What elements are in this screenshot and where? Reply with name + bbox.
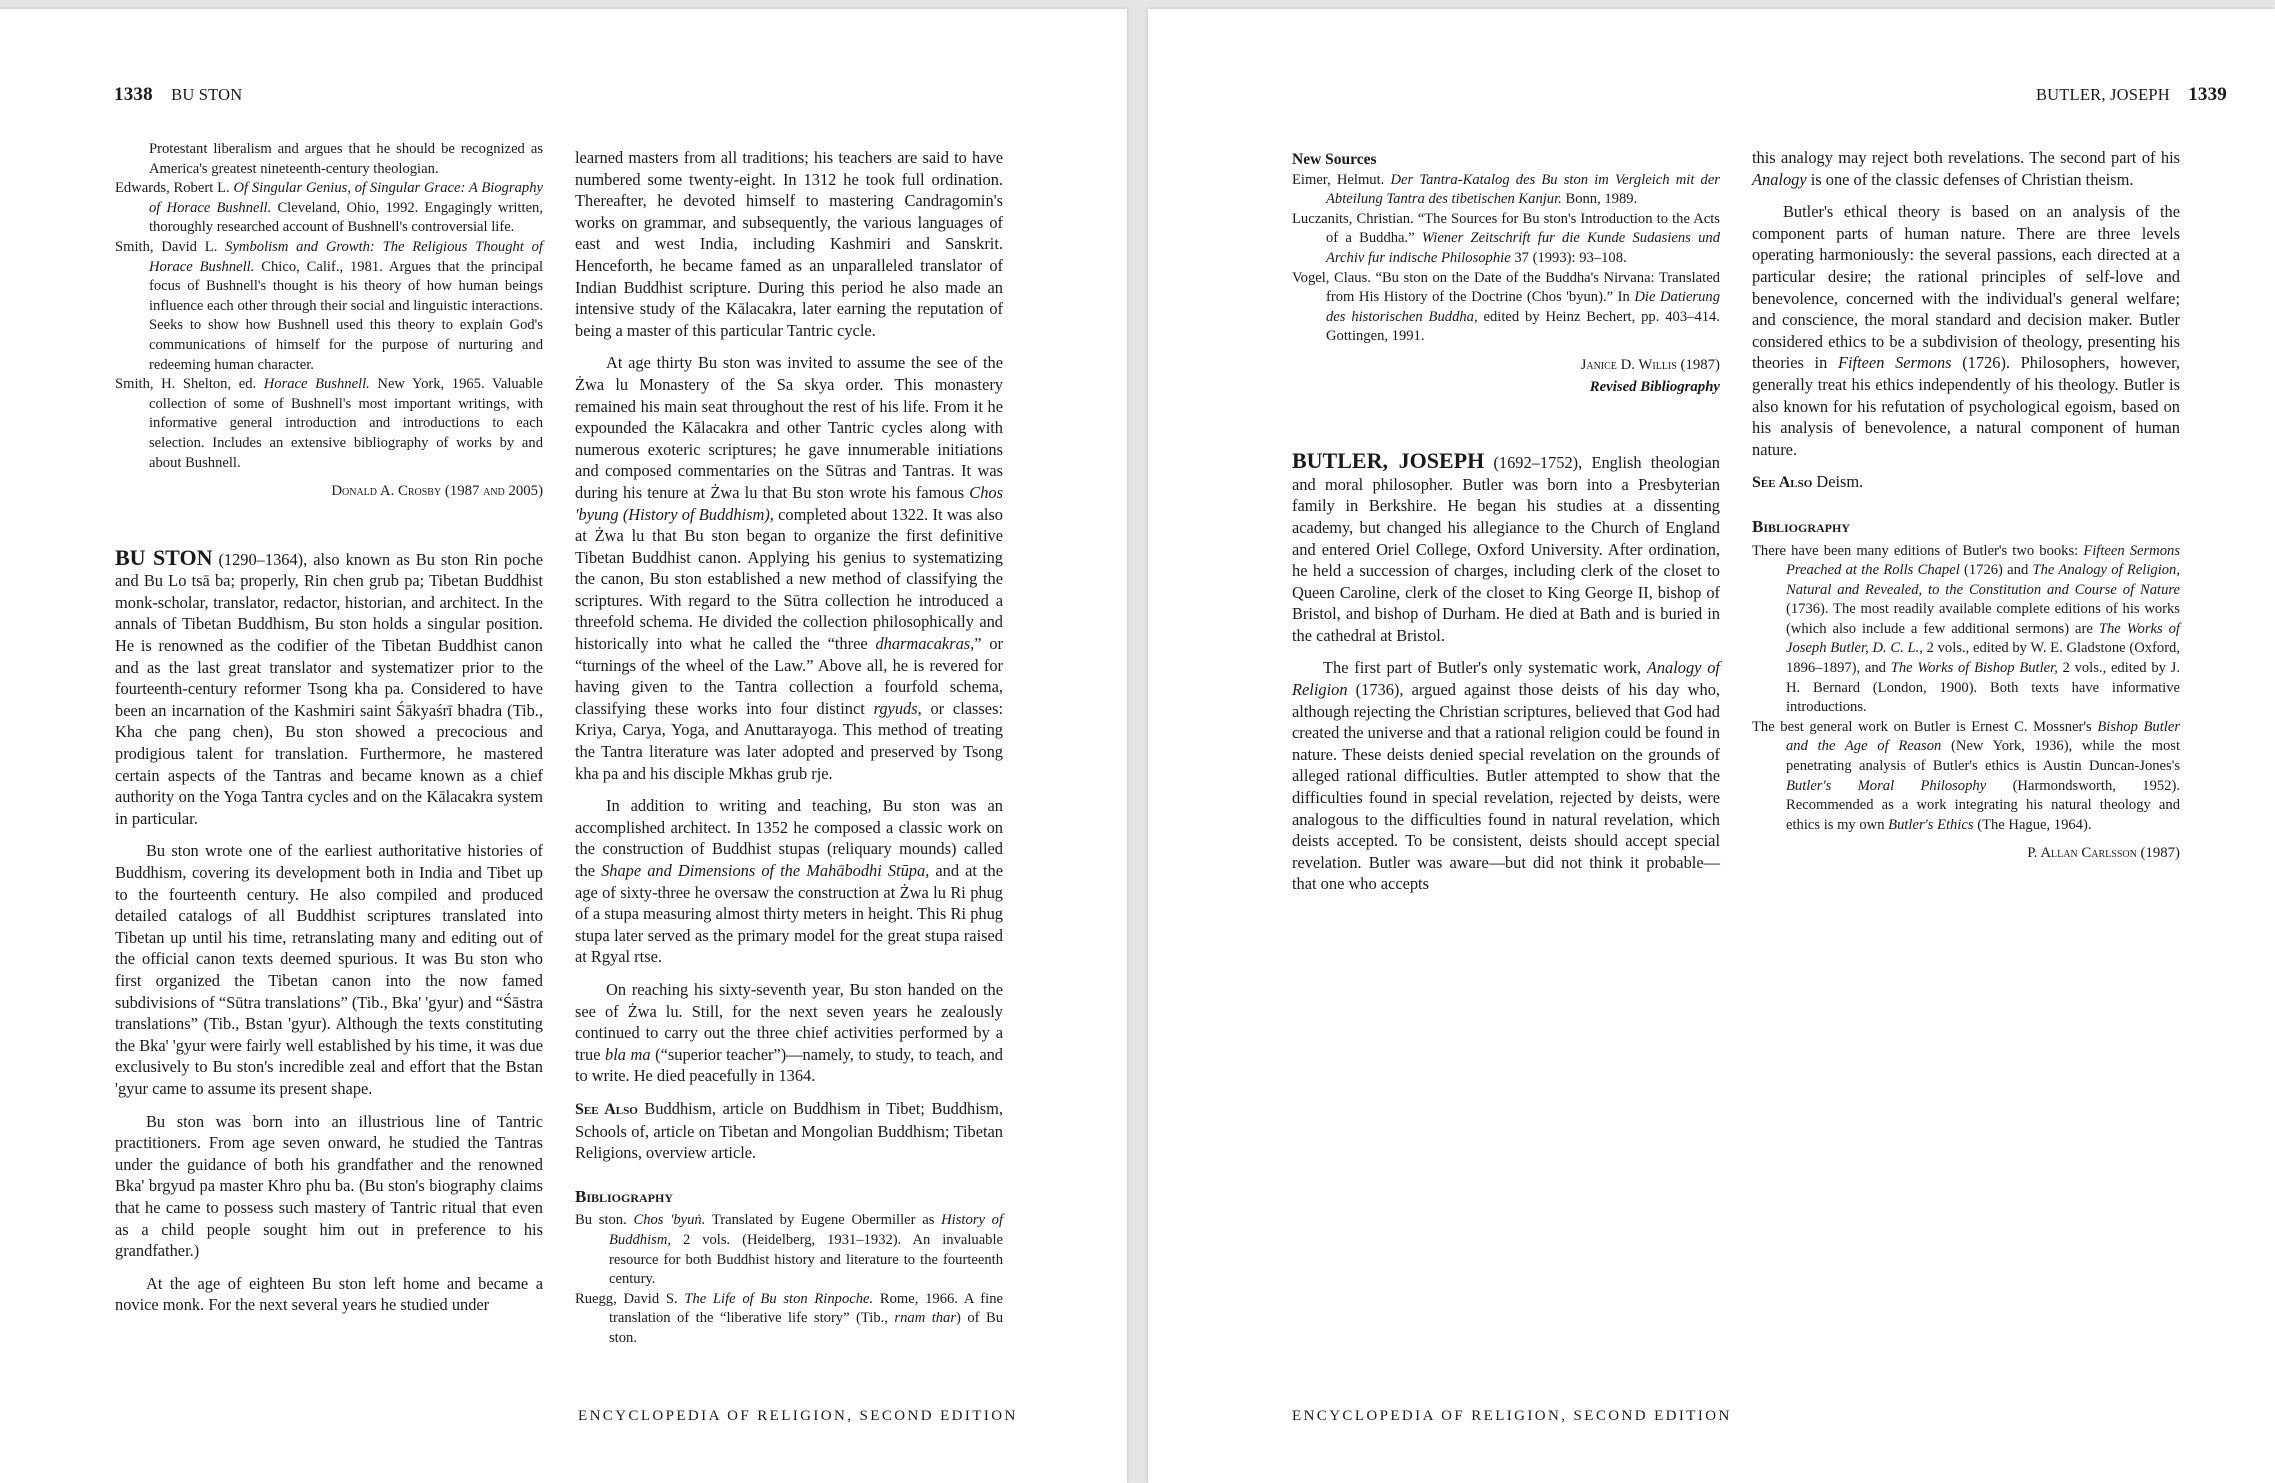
bibliography-entry: Bu ston. Chos 'byuṅ. Translated by Eugene Obermiller as History of Buddhism, 2 vols. (Heidelberg, 1931–1932). An invaluable resource for both Buddhist history and literature to the fourteenth century. [575,1212,1004,1288]
bibliography-entry: Edwards, Robert L. Of Singular Genius, of Singular Grace: A Biography of Horace Bushnell. Cleveland, Ohio, 1992. Engagingly written, thoroughly researched account of Bushnell's controversial life. [115,180,544,236]
see-also-label: See Also [575,1100,638,1118]
body-paragraph: The first part of Butler's only systematic work, Analogy of Religion (1736), argued against those deists of his day who, although rejecting the Christian scriptures, believed that God had created the universe and that a rational religion could be found in nature. These deists denied special revelation on the grounds of alleged rational difficulties. Butler attempted to show that the difficulties found in special revelation, rejected by deists, were analogous to the difficulties found in natural revelation, which deists accepted. To be consistent, deists should accept special revelation. Butler was aware—but did not think it probable—that one who accepts [1292,658,1720,894]
see-also: See Also Buddhism, article on Buddhism in Tibet; Buddhism, Schools of, article on Tibetan and Mongolian Buddhism; Tibetan Religions, overview article. [575,1098,1003,1163]
bibliography-entry: Vogel, Claus. “Bu ston on the Date of the Buddha's Nirvana: Translated from His History of the Doctrine (Chos 'byun).” In Die Datierung des historischen Buddha, edited by Heinz Bechert, pp. 403–414. Gottingen, 1991. [1292,269,1720,345]
running-head-title-left: BU STON [171,85,243,104]
entry-headword: BUTLER, JOSEPH [1292,448,1485,474]
author-signature: P. Allan Carlsson (1987) [2027,845,2180,862]
left-page [0,9,1127,1483]
page-footer-left: ENCYCLOPEDIA OF RELIGION, SECOND EDITION [578,1408,1018,1424]
left-column-1 [115,140,543,1316]
bibliography-entry: There have been many editions of Butler's two books: Fifteen Sermons Preached at the Rolls Chapel (1726) and The Analogy of Religion, Natural and Revealed, to the Constitution and Course of Nature (1736). The most readily available complete editions of his works (which also include a few additional sermons) are The Works of Joseph Butler, D. C. L., 2 vols., edited by W. E. Gladstone (Oxford, 1896–1897), and The Works of Bishop Butler, 2 vols., edited by J. H. Bernard (London, 1900). Both texts have informative introductions. [1752,542,2181,716]
left-column-2 [575,147,1003,1348]
entry-intro-paragraph: BUTLER, JOSEPH (1692–1752), English theologian and moral philosopher. Butler was born into a Presbyterian family in Berkshire. He began his studies at a dissenting academy, but changed his allegiance to the Church of England and entered Oriel College, Oxford University. After ordination, he held a succession of charges, including clerk of the closet to Queen Caroline, clerk of the closet to King George II, bishop of Bristol, and bishop of Durham. He died at Bath and is buried in the cathedral at Bristol. [1292,448,1720,645]
body-paragraph: Bu ston wrote one of the earliest authoritative histories of Buddhism, covering its development both in India and Tibet up to the fourteenth century. He also compiled and produced detailed catalogs of all Buddhist scriptures translated into Tibetan up until his time, retranslating many and editing out of the official canon texts deemed spurious. It was Bu ston who first organized the Tibetan canon into the now famed subdivisions of “Sūtra translations” (Tib., Bka' 'gyur) and “Śāstra translations” (Tib., Bstan 'gyur). Although the texts constituting the Bka' 'gyur were fairly well established by his time, it was due exclusively to Bu ston's incredible zeal and effort that the Bstan 'gyur came to assume its present shape. [115,841,543,1098]
page-number-right: 1339 [2188,84,2227,105]
running-head-title-right: BUTLER, JOSEPH [2035,85,2170,104]
body-paragraph: this analogy may reject both revelations. The second part of his Analogy is one of the classic defenses of Christian theism. [1752,148,2180,189]
bibliography-entry: Ruegg, David S. The Life of Bu ston Rinpoche. Rome, 1966. A fine translation of the “liberative life story” (Tib., rnam thar) of Bu ston. [575,1290,1003,1346]
previous-entry-annotation: Protestant liberalism and argues that he should be recognized as America's greatest nineteenth-century theologian. [149,141,543,177]
body-paragraph: On reaching his sixty-seventh year, Bu ston handed on the see of Żwa lu. Still, for the next seven years he zealously continued to carry out the three chief activities performed by a true bla ma (“superior teacher”)—namely, to study, to teach, and to write. He died peacefully in 1364. [575,979,1003,1086]
entry-intro-paragraph: BU STON (1290–1364), also known as Bu ston Rin poche and Bu Lo tsā ba; properly, Rin chen grub pa; Tibetan Buddhist monk-scholar, translator, redactor, historian, and architect. In the annals of Tibetan Buddhism, Bu ston holds a singular position. He is renowned as the codifier of the Tibetan Buddhist canon and as the last great translator and systematizer prior to the fourteenth-century reformer Tsong kha pa. Considered to have been an incarnation of the Kashmiri saint Śākyaśrī bhadra (Tib., Kha che pang chen), Bu ston showed a precocious and prodigious talent for translation. Furthermore, he mastered certain aspects of the Tantras and became known as a chief authority on the Yoga Tantra cycles and on the Kālacakra system in particular. [115,544,544,828]
running-head-right [2036,84,2227,106]
body-paragraph: Butler's ethical theory is based on an analysis of the component parts of human nature. There are three levels operating harmoniously: the several passions, each directed at a particular desire; the rational principles of self-love and benevolence, concerned with the individual's general welfare; and conscience, the moral standard and decision maker. Butler considered ethics to be a subdivision of theology, presenting his theories in Fifteen Sermons (1726). Philosophers, however, generally treat his ethics independently of his theology. Butler is also known for his refutation of psychological egoism, based on his analysis of benevolence, a natural component of human nature. [1752,202,2180,459]
bibliography-entry: Luczanits, Christian. “The Sources for Bu ston's Introduction to the Acts of a Buddha.” Wiener Zeitschrift fur die Kunde Sudasiens und Archiv fur indische Philosophie 37 (1993): 93–108. [1292,210,1720,266]
bibliography-entry: Smith, H. Shelton, ed. Horace Bushnell. New York, 1965. Valuable collection of some of Bushnell's most important writings, with informative general introduction and introductions to each selection. Includes an extensive bibliography of works by and about Bushnell. [115,376,543,471]
page-number-left: 1338 [114,84,153,105]
right-column-1 [1292,149,1720,895]
see-also: See Also Deism. [1752,472,1864,492]
body-paragraph: At the age of eighteen Bu ston left home and became a novice monk. For the next several years he studied under [115,1273,543,1315]
see-also-label: See Also [1752,474,1813,492]
running-head-left [114,84,242,106]
body-paragraph: Bu ston was born into an illustrious line of Tantric practitioners. From age seven onward, he studied the Tantras under the guidance of both his grandfather and the renowned Bka' brgyud pa master Khro phu ba. (Bu ston's biography claims that he came to possess such mastery of Tantric ritual that even as a child people sought him out in preference to his grandfather.) [115,1111,543,1261]
bibliography-entry: The best general work on Butler is Ernest C. Mossner's Bishop Butler and the Age of Reason (New York, 1936), while the most penetrating analysis of Butler's ethics is Austin Duncan-Jones's Butler's Moral Philosophy (Harmondsworth, 1952). Recommended as a work integrating his natural theology and ethics is my own Butler's Ethics (The Hague, 1964). [1752,718,2180,833]
page-footer-right: ENCYCLOPEDIA OF RELIGION, SECOND EDITION [1292,1408,1732,1424]
signature-note: Revised Bibliography [1589,378,1720,395]
right-page [1148,9,2275,1483]
bibliography-entry: Eimer, Helmut. Der Tantra-Katalog des Bu ston im Vergleich mit der Abteilung Tantra des tibetischen Kanjur. Bonn, 1989. [1292,171,1720,208]
new-sources-heading: New Sources [1292,151,1377,168]
bibliography-entry: Smith, David L. Symbolism and Growth: The Religious Thought of Horace Bushnell. Chico, Calif., 1981. Argues that the principal focus of Bushnell's thought is his theory of how human beings influence each other through their social and linguistic interactions. Seeks to show how Bushnell used this theory to explain God's communications of himself for the purpose of nurturing and redeeming human character. [115,238,543,373]
entry-headword: BU STON [115,544,213,570]
bibliography-heading: Bibliography [1752,516,1851,536]
body-paragraph: learned masters from all traditions; his teachers are said to have numbered some twenty-eight. In 1312 he took full ordination. Thereafter, he devoted himself to mastering Candragomin's works on grammar, and subsequently, the various languages of east and west India, including Kashmiri and Sanskrit. Henceforth, he became famed as an unparalleled translator of Indian Buddhist scripture. During this period he also made an intensive study of the Kālacakra, later earning the reputation of being a master of this particular Tantric cycle. [575,148,1003,340]
author-signature: Donald A. Crosby (1987 and 2005) [331,483,543,500]
author-signature: Janice D. Willis (1987) [1580,356,1720,373]
body-paragraph: In addition to writing and teaching, Bu ston was an accomplished architect. In 1352 he composed a classic work on the construction of Buddhist stupas (reliquary mounds) called the Shape and Dimensions of the Mahābodhi Stūpa, and at the age of sixty-three he oversaw the construction at Żwa lu Ri phug of a stupa measuring almost thirty meters in height. This Ri phug stupa later served as the primary model for the great stupa raised at Rgyal rtse. [575,796,1004,967]
body-paragraph: At age thirty Bu ston was invited to assume the see of the Żwa lu Monastery of the Sa skya order. This monastery remained his main seat throughout the rest of his life. From it he expounded the Kālacakra and other Tantric cycles along with numerous exoteric scriptures; he gave innumerable initiations and composed commentaries on the Sūtras and Tantras. It was during his tenure at Żwa lu that Bu ston wrote his famous Chos 'byung (History of Buddhism), completed about 1322. It was also at Żwa lu that Bu ston began to organize the first definitive Tibetan Buddhist canon. Applying his genius to systematizing the canon, Bu ston established a new method of classifying the scriptures. With regard to the Sūtra collection he introduced a threefold schema. He divided the collection philosophically and historically into what he called the “three dharmacakras,” or “turnings of the wheel of the Law.” Above all, he is revered for having given to the Tantra collection a fourfold schema, classifying these works into four distinct rgyuds, or classes: Kriya, Carya, Yoga, and Anuttarayoga. This method of treating the Tantra literature was later adopted and preserved by Tsong kha pa and his disciple Mkhas grub rje. [575,353,1003,783]
right-column-2 [1752,147,2180,865]
bibliography-heading: Bibliography [575,1186,674,1206]
